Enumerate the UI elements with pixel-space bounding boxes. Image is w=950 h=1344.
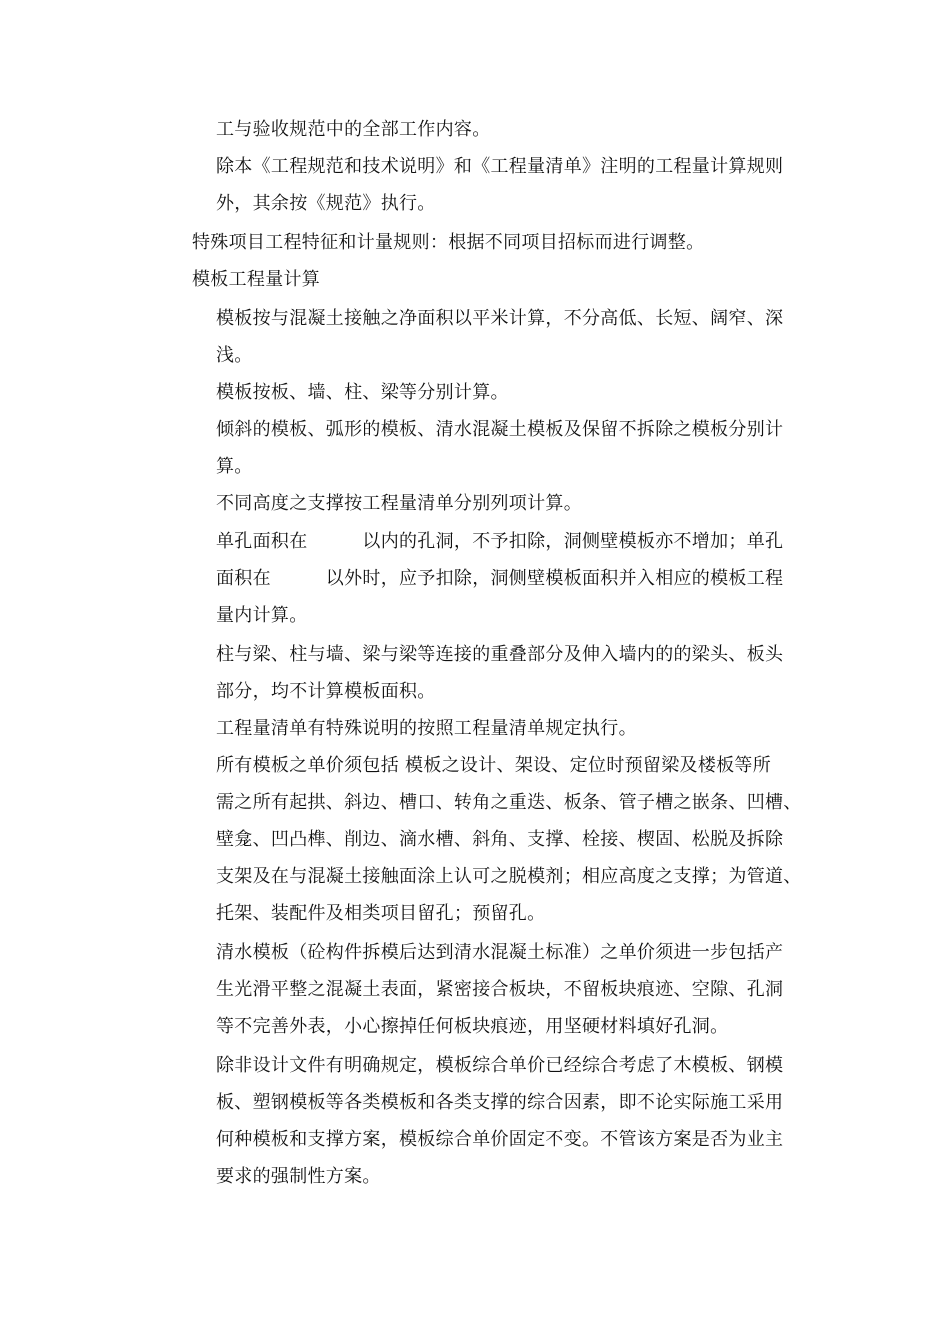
text-line: 特殊项目工程特征和计量规则：根据不同项目招标而进行调整。 [192, 232, 705, 253]
text-line: 等不完善外表，小心擦掉任何板块痕迹，用坚硬材料填好孔洞。 [216, 1016, 729, 1037]
text-line: 要求的强制性方案。 [216, 1166, 381, 1187]
text-line: 单孔面积在 以内的孔洞，不予扣除，洞侧壁模板亦不增加；单孔 [216, 531, 784, 552]
text-line: 外，其余按《规范》执行。 [216, 193, 436, 214]
text-line: 模板按板、墙、柱、梁等分别计算。 [216, 382, 509, 403]
text-line: 何种模板和支撑方案，模板综合单价固定不变。不管该方案是否为业主 [216, 1129, 784, 1150]
text-line: 清水模板（砼构件拆模后达到清水混凝土标准）之单价须进一步包括产 [216, 942, 784, 963]
text-line: 需之所有起拱、斜边、槽口、转角之重迭、板条、管子槽之嵌条、凹槽、 [216, 792, 802, 813]
text-line: 托架、装配件及相类项目留孔；预留孔。 [216, 903, 546, 924]
text-line: 算。 [216, 456, 253, 477]
text-line: 板、塑钢模板等各类模板和各类支撑的综合因素，即不论实际施工采用 [216, 1092, 784, 1113]
text-line: 除非设计文件有明确规定，模板综合单价已经综合考虑了木模板、钢模 [216, 1055, 784, 1076]
text-line: 浅。 [216, 345, 253, 366]
text-line: 柱与梁、柱与墙、梁与梁等连接的重叠部分及伸入墙内的的梁头、板头 [216, 644, 784, 665]
text-line: 壁龛、凹凸榫、削边、滴水槽、斜角、支撑、栓接、楔固、松脱及拆除 [216, 829, 784, 850]
text-line: 不同高度之支撑按工程量清单分别列项计算。 [216, 493, 582, 514]
text-line: 工程量清单有特殊说明的按照工程量清单规定执行。 [216, 718, 637, 739]
text-line: 所有模板之单价须包括 模板之设计、架设、定位时预留梁及楼板等所 [216, 755, 772, 776]
text-line: 倾斜的模板、弧形的模板、清水混凝土模板及保留不拆除之模板分别计 [216, 419, 784, 440]
text-line: 除本《工程规范和技术说明》和《工程量清单》注明的工程量计算规则 [216, 156, 784, 177]
text-line: 生光滑平整之混凝土表面，紧密接合板块，不留板块痕迹、空隙、孔洞 [216, 979, 784, 1000]
section-heading: 模板工程量计算 [192, 269, 321, 290]
text-line: 面积在 以外时，应予扣除，洞侧壁模板面积并入相应的模板工程 [216, 568, 784, 589]
text-line: 量内计算。 [216, 605, 308, 626]
text-line: 工与验收规范中的全部工作内容。 [216, 119, 491, 140]
text-line: 部分，均不计算模板面积。 [216, 681, 436, 702]
text-line: 模板按与混凝土接触之净面积以平米计算，不分高低、长短、阔窄、深 [216, 308, 784, 329]
text-line: 支架及在与混凝土接触面涂上认可之脱模剂；相应高度之支撑；为管道、 [216, 866, 802, 887]
